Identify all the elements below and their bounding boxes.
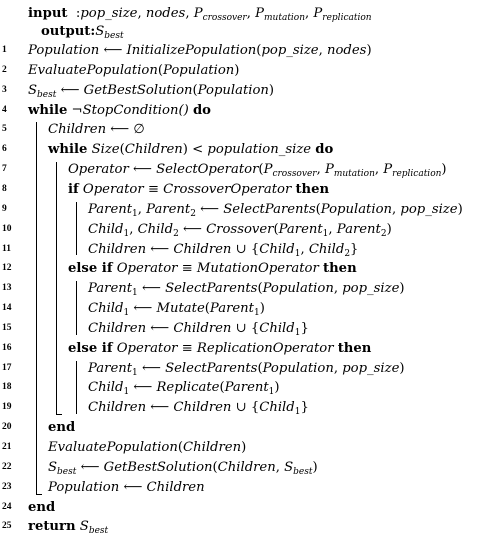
line-code: Child$_1$, Child$_2$ ⟵ Crossover(Parent$_1$, Parent$_2$)	[88, 221, 392, 239]
line-code: Children ⟵ Children ∪ {Child$_1$}	[88, 400, 309, 418]
line-code: end	[48, 420, 76, 436]
line-code: Child$_1$ ⟵ Mutate(Parent$_1$)	[88, 301, 265, 319]
line-number: 13	[2, 283, 12, 294]
line-code: Operator ⟵ $SelectOperator(P_{crossover}$, $P_{mutation}$, $P_{replication}$)	[68, 162, 447, 180]
line-code: Parent$_1$ ⟵ SelectParents(Population, pop_size)	[88, 281, 405, 299]
block-rule	[76, 202, 77, 256]
line-code: Child$_1$ ⟵ Replicate(Parent$_1$)	[88, 380, 280, 398]
block-rule-tick	[56, 414, 62, 415]
line-code: end	[28, 499, 56, 515]
line-number: 7	[2, 164, 7, 175]
block-rule-tick	[36, 494, 42, 495]
line-number: 16	[2, 342, 12, 353]
line-number: 10	[2, 223, 12, 234]
line-code: else if Operator ≡ ReplicationOperator then	[68, 340, 372, 356]
line-code: $S_{best}$ ⟵ GetBestSolution(Children, $S_{best}$)	[48, 459, 318, 477]
line-code: Children ⟵ Children ∪ {Child$_1$}	[88, 320, 309, 338]
line-code: Population ⟵ InitializePopulation(pop_size, nodes)	[28, 43, 372, 58]
line-number: 2	[2, 64, 7, 75]
line-number: 22	[2, 461, 12, 472]
line-number: 5	[2, 124, 7, 135]
line-number: 18	[2, 382, 12, 393]
line-code: Parent$_1$, Parent$_2$ ⟵ SelectParents(Population, pop_size)	[88, 201, 463, 219]
block-rule	[56, 162, 57, 414]
line-number: 11	[2, 243, 11, 254]
line-number: 17	[2, 362, 12, 373]
line-number: 19	[2, 402, 12, 413]
line-code: while ¬StopCondition() do	[28, 102, 211, 118]
line-number: 12	[2, 263, 12, 274]
line-number: 25	[2, 521, 12, 532]
block-rule	[76, 281, 77, 335]
line-code: $S_{best}$ ⟵ GetBestSolution(Population)	[28, 82, 275, 100]
line-number: 1	[2, 45, 7, 55]
line-number: 8	[2, 183, 7, 194]
line-number: 4	[2, 104, 7, 115]
line-code: Children ⟵ Children ∪ {Child$_1$, Child$_2$}	[88, 241, 359, 259]
line-code: Parent$_1$ ⟵ SelectParents(Population, pop_size)	[88, 360, 405, 378]
line-number: 14	[2, 303, 12, 314]
line-code: return $S_{best}$	[28, 519, 109, 537]
line-number: 15	[2, 322, 12, 333]
line-code: while Size(Children) < population_size do	[48, 142, 334, 158]
line-number: 9	[2, 203, 7, 214]
line-number: 3	[2, 84, 7, 95]
line-code: Children ⟵ ∅	[48, 122, 145, 138]
line-number: 24	[2, 501, 12, 512]
line-code: EvaluatePopulation(Population)	[28, 62, 240, 78]
line-number: 6	[2, 144, 7, 155]
block-rule	[36, 122, 37, 493]
output-spec: $output:S_{best}$	[41, 24, 124, 41]
block-rule	[76, 361, 77, 415]
input-spec: input :pop_size, nodes, $P_{crossover}$, $P_{mutation}$, $P_{replication}$	[28, 6, 372, 23]
line-number: 21	[2, 442, 12, 452]
line-code: Population ⟵ Children	[48, 479, 205, 495]
line-number: 23	[2, 481, 12, 492]
line-code: if Operator ≡ CrossoverOperator then	[68, 181, 330, 197]
line-number: 20	[2, 422, 12, 433]
line-code: else if Operator ≡ MutationOperator then	[68, 261, 357, 277]
line-code: EvaluatePopulation(Children)	[48, 440, 247, 455]
